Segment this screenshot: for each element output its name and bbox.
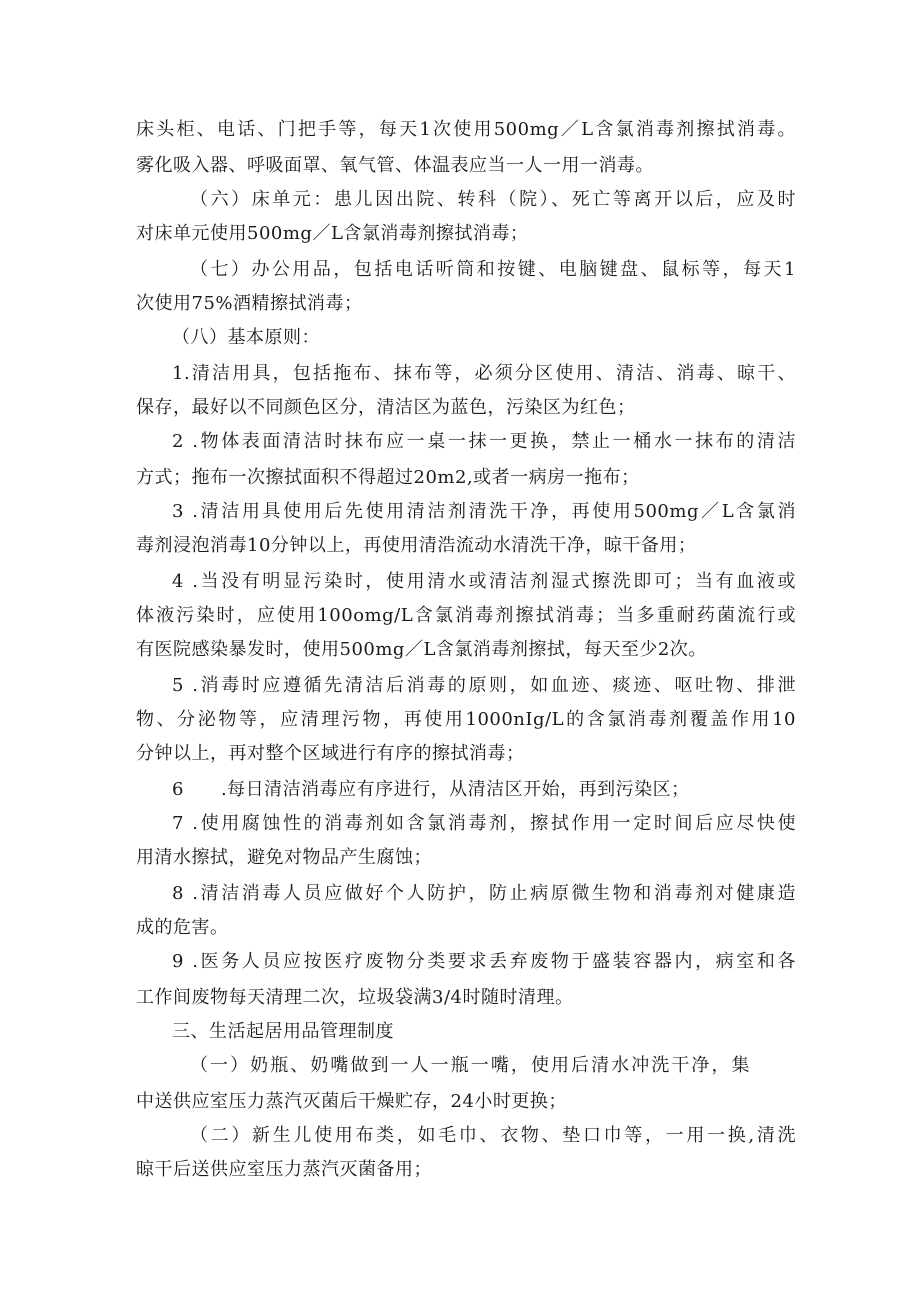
text-line: 工作间废物每天清理二次，垃圾袋满3/4时随时清理。 [136, 987, 574, 1008]
text-line: 晾干后送供应室压力蒸汽灭菌备用； [136, 1159, 432, 1180]
text-line: 3 .清洁用具使用后先使用清洁剂清洗干净，再使用500mg／L含氯消 [172, 501, 796, 522]
text-line: 7 .使用腐蚀性的消毒剂如含氯消毒剂，擦拭作用一定时间后应尽快使 [172, 813, 796, 834]
section-heading: 三、生活起居用品管理制度 [172, 1021, 394, 1042]
text-line: 有医院感染暴发时，使用500mg／L含氯消毒剂擦拭，每天至少2次。 [136, 639, 707, 660]
text-line: 8 .清洁消毒人员应做好个人防护，防止病原微生物和消毒剂对健康造 [172, 883, 796, 904]
text-line: 对床单元使用500mg／L含氯消毒剂擦拭消毒； [136, 223, 529, 244]
text-line: 1.清洁用具，包括拖布、抹布等，必须分区使用、清洁、消毒、晾干、 [172, 363, 796, 384]
text-line: （七）办公用品，包括电话听筒和按键、电脑键盘、鼠标等，每天1 [190, 259, 796, 280]
text-line: 物、分泌物等，应清理污物，再使用1000nIg/L的含氯消毒剂覆盖作用10 [136, 709, 796, 730]
text-line: 次使用75%酒精擦拭消毒； [136, 293, 363, 314]
text-line: 分钟以上，再对整个区域进行有序的擦拭消毒； [136, 743, 525, 764]
text-line: （六）床单元：患儿因出院、转科（院）、死亡等离开以后，应及时 [190, 189, 796, 210]
text-line: 中送供应室压力蒸汽灭菌后干燥贮存，24小时更换； [136, 1091, 567, 1112]
text-line: 成的危害。 [136, 917, 229, 938]
text-line: 用清水擦拭，避免对物品产生腐蚀； [136, 847, 432, 868]
text-line: 5 .消毒时应遵循先清洁后消毒的原则，如血迹、痰迹、呕吐物、排泄 [172, 675, 796, 696]
text-line: （一）奶瓶、奶嘴做到一人一瓶一嘴，使用后清水冲洗干净，集 [190, 1055, 750, 1076]
text-line: 毒剂浸泡消毒10分钟以上，再使用清浩流动水清洗干净，晾干备用； [136, 535, 697, 556]
section-heading: （八）基本原则： [172, 327, 320, 348]
text-line: 9 .医务人员应按医疗废物分类要求丢弃废物于盛装容器内，病室和各 [172, 951, 796, 972]
text-line: 4 .当没有明显污染时，使用清水或清洁剂湿式擦洗即可；当有血液或 [172, 571, 796, 592]
text-line: 雾化吸入器、呼吸面罩、氧气管、体温表应当一人一用一消毒。 [136, 155, 654, 176]
text-line: 床头柜、电话、门把手等，每天1次使用500mg／L含氯消毒剂擦拭消毒。 [136, 119, 796, 140]
text-line: （二）新生儿使用布类，如毛巾、衣物、垫口巾等，一用一换,清洗 [190, 1125, 796, 1146]
text-line: 6 .每日清洁消毒应有序进行，从清洁区开始，再到污染区； [172, 779, 690, 800]
text-line: 体液污染时，应使用100omg/L含氯消毒剂擦拭消毒；当多重耐药菌流行或 [136, 605, 796, 626]
text-line: 方式；拖布一次擦拭面积不得超过20m2,或者一病房一拖布； [136, 467, 640, 488]
text-line: 保存，最好以不同颜色区分，清洁区为蓝色，污染区为红色； [136, 397, 636, 418]
text-line: 2 .物体表面清洁时抹布应一桌一抹一更换，禁止一桶水一抹布的清洁 [172, 431, 796, 452]
